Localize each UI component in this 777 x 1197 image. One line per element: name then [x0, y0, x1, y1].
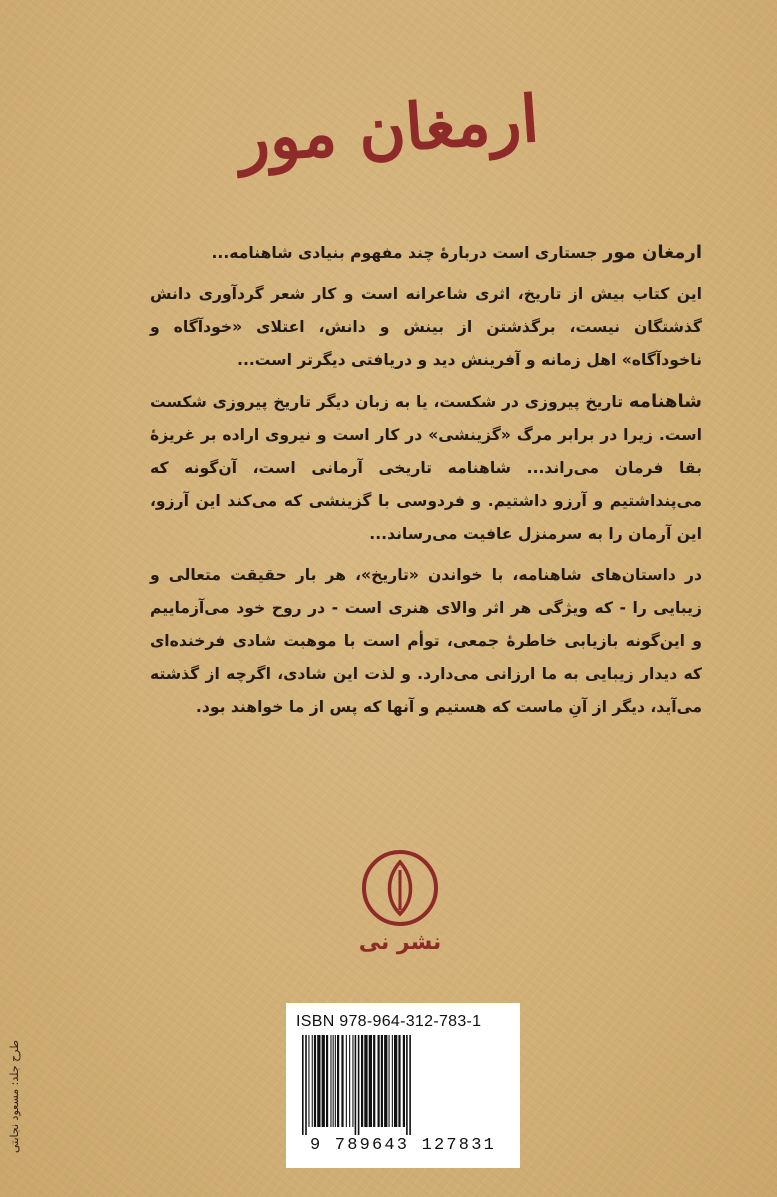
barcode-bar	[369, 1035, 372, 1127]
barcode-bar	[358, 1035, 360, 1135]
blurb-lead: شاهنامه	[628, 391, 702, 412]
barcode-bar	[314, 1035, 316, 1127]
blurb-text: تاریخ پیروزی در شکست، یا به زبان دیگر تاریخ پیروزی شکست است. زیرا در برابر مرگ «گزینشی» در کار است و نیروی اراده بر غریزهٔ بقا فرمان می‌راند... شاهنامه تاریخی آرمانی است، آن‌گونه که می‌پنداشتیم و آرزو داشتیم. و فردوسی با گزینشی که می‌کند این آرزو، این آرمان را به سرمنزل عافیت می‌رساند...	[150, 393, 702, 543]
barcode-bar	[308, 1035, 309, 1127]
barcode-bar	[389, 1035, 390, 1127]
barcode-bar	[341, 1035, 343, 1127]
blurb-paragraph-3	[150, 385, 702, 551]
barcode-bars	[296, 1035, 510, 1135]
barcode-bar	[384, 1035, 387, 1127]
isbn-label: ISBN 978-964-312-783-1	[296, 1013, 482, 1030]
barcode-bar	[355, 1035, 357, 1135]
blurb-paragraph-2	[150, 278, 702, 377]
barcode-bar	[352, 1035, 353, 1127]
publisher-name: نشر نی	[358, 930, 442, 955]
barcode-bar	[330, 1035, 331, 1127]
book-title: ارمغان مور	[235, 81, 542, 178]
blurb-lead: ارمغان مور	[602, 242, 702, 263]
barcode-bar	[398, 1035, 400, 1127]
barcode-bar	[392, 1035, 393, 1127]
barcode-bar	[333, 1035, 334, 1127]
barcode-bar	[361, 1035, 363, 1127]
back-cover-blurb	[150, 236, 702, 732]
barcode-bar	[317, 1035, 320, 1127]
ean-digits: 9 789643 127831	[309, 1136, 497, 1155]
barcode-bar	[364, 1035, 367, 1127]
barcode-bar	[322, 1035, 325, 1127]
blurb-text: این کتاب بیش از تاریخ، اثری شاعرانه است و کار شعر گردآوری دانش گذشتگان نیست، برگذشتن از بینش و دانش، اعتلای «خودآگاه و ناخودآگاه» اهل زمانه و آفرینش دید و دریافتی دیگرتر است...	[150, 285, 702, 369]
barcode-bar	[326, 1035, 328, 1127]
barcode-bar	[302, 1035, 304, 1135]
blurb-paragraph-1	[150, 236, 702, 270]
blurb-text: در داستان‌های شاهنامه، با خواندن «تاریخ»، هر بار حقیقت متعالی و زیبایی را - که ویژگی هر اثر والای هنری است - در روح خود می‌آزماییم و این‌گونه بازیابی خاطرهٔ جمعی، توأم است با موهبت شادی فرخنده‌ای که دیدار زیبایی به ما ارزانی می‌دارد. و لذت این شادی، اگرچه از گذشته می‌آید، دیگر از آنِ ماست که هستیم و آنها که پس از ما خواهند بود.	[150, 566, 702, 716]
barcode-bar	[403, 1035, 405, 1127]
blurb-text: جستاری است دربارهٔ چند مفهوم بنیادی شاهنامه...	[211, 244, 603, 262]
isbn-barcode	[286, 1003, 520, 1168]
barcode-bar	[312, 1035, 313, 1127]
cover-design-credit: طرح جلد: مسعود نجابتی	[8, 1040, 21, 1153]
barcode-bar	[409, 1035, 411, 1135]
barcode-bar	[335, 1035, 336, 1127]
barcode-bar	[373, 1035, 375, 1127]
barcode-bar	[381, 1035, 383, 1127]
barcode-bar	[349, 1035, 350, 1127]
publisher-logo-icon	[360, 848, 440, 928]
blurb-paragraph-4	[150, 559, 702, 724]
barcode-bar	[406, 1035, 408, 1135]
barcode-bar	[378, 1035, 380, 1127]
barcode-bar	[394, 1035, 397, 1127]
barcode-bar	[337, 1035, 339, 1127]
barcode-bar	[346, 1035, 347, 1127]
barcode-bar	[305, 1035, 307, 1135]
